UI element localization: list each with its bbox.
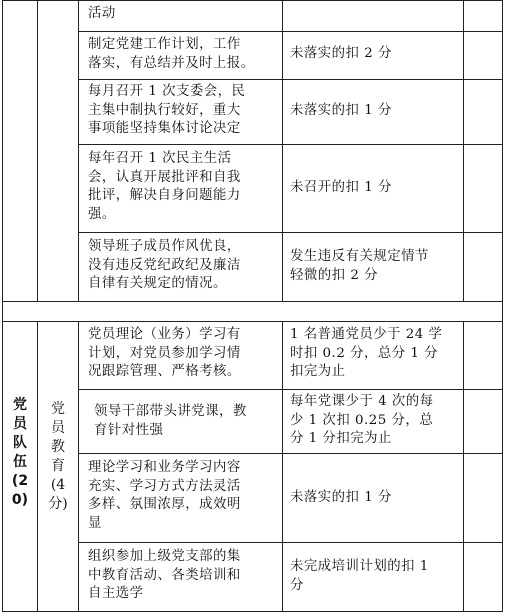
requirement-text: 每年召开 1 次民主生活 xyxy=(88,151,232,166)
deduction-rule-cell xyxy=(284,489,462,508)
column-divider xyxy=(78,0,79,302)
requirement-cell xyxy=(84,150,280,224)
category-char: 队 xyxy=(13,435,27,451)
requirement-text: 中教育活动、各类培训和 xyxy=(88,567,241,583)
requirement-cell xyxy=(84,326,280,382)
subcategory-char: 教 xyxy=(51,439,65,455)
deduction-text: 1 名普通党员少于 24 学 xyxy=(290,327,443,342)
row-divider xyxy=(78,453,503,454)
subcategory-char: 育 xyxy=(51,458,65,474)
requirement-cell xyxy=(84,5,280,24)
requirement-text: 制定党建工作计划，工作 xyxy=(88,37,241,52)
requirement-text: 组织参加上级党支部的集 xyxy=(88,549,241,564)
column-divider xyxy=(282,321,283,612)
subcategory-char: 分) xyxy=(48,496,68,512)
deduction-rule-cell xyxy=(284,45,462,64)
deduction-text: 未完成培训计划的扣 1 xyxy=(290,559,429,574)
deduction-text: 分 1 分扣完为止 xyxy=(290,431,392,446)
category-char: 党 xyxy=(13,397,27,413)
requirement-text: 落实，有总结并及时上报。 xyxy=(88,55,255,71)
requirement-text: 领导干部带头讲党课，教 xyxy=(94,404,247,419)
deduction-rule-cell xyxy=(284,248,462,285)
row-divider xyxy=(78,542,503,543)
requirement-text: 批评，解决自身问题能力 xyxy=(88,188,241,203)
requirement-text: 会，认真开展批评和自我 xyxy=(88,169,241,185)
row-divider xyxy=(78,144,503,145)
deduction-text: 轻微的扣 2 分 xyxy=(290,267,378,283)
category-char: 员 xyxy=(13,416,27,432)
category-cell xyxy=(3,396,37,510)
requirement-text: 强。 xyxy=(88,206,116,222)
requirement-text: 多样、氛围浓厚，成效明 xyxy=(88,497,241,512)
deduction-rule-cell xyxy=(284,102,462,121)
requirement-text: 理论学习和业务学习内容 xyxy=(88,460,241,475)
row-divider xyxy=(78,31,503,32)
deduction-text: 未落实的扣 1 分 xyxy=(290,490,392,505)
subcategory-char: 党 xyxy=(51,401,65,417)
column-divider xyxy=(78,321,79,612)
requirement-text: 主集中制执行较好，重大 xyxy=(88,102,241,118)
row-divider xyxy=(78,389,503,390)
row-divider xyxy=(78,79,503,80)
deduction-text: 每年党课少于 4 次的每 xyxy=(290,394,434,409)
requirement-cell xyxy=(90,403,280,440)
requirement-text: 自律有关规定的情况。 xyxy=(88,276,227,291)
requirement-text: 自主选学 xyxy=(88,586,144,601)
subcategory-cell xyxy=(38,400,78,514)
column-divider xyxy=(463,321,464,612)
deduction-text: 分 xyxy=(290,577,304,593)
requirement-cell xyxy=(84,238,280,294)
requirement-text: 没有违反党纪政纪及廉洁 xyxy=(88,257,241,273)
deduction-text: 少 1 次扣 0.25 分，总 xyxy=(290,412,434,428)
category-char: 伍 xyxy=(13,454,27,470)
deduction-text: 未落实的扣 1 分 xyxy=(290,103,392,118)
deduction-rule-cell xyxy=(284,326,462,382)
requirement-text: 活动 xyxy=(88,6,116,21)
requirement-text: 充实、学习方式方法灵活 xyxy=(88,478,241,494)
deduction-text: 扣完为止 xyxy=(290,364,346,379)
requirement-text: 况跟踪管理、严格考核。 xyxy=(88,364,241,379)
column-divider xyxy=(37,0,38,302)
column-divider xyxy=(282,0,283,302)
requirement-text: 领导班子成员作风优良， xyxy=(88,239,241,254)
category-char: 0) xyxy=(11,492,29,508)
requirement-text: 每月召开 1 次支委会，民 xyxy=(88,84,246,99)
requirement-text: 育针对性强 xyxy=(94,422,164,438)
subcategory-char: (4 xyxy=(50,477,66,493)
requirement-text: 显 xyxy=(88,515,102,531)
deduction-text: 未召开的扣 1 分 xyxy=(290,180,392,195)
requirement-text: 计划，对党员参加学习情 xyxy=(88,345,241,361)
deduction-text: 发生违反有关规定情节 xyxy=(290,249,429,264)
requirement-cell xyxy=(84,459,280,533)
table-border-left xyxy=(2,0,3,612)
deduction-rule-cell xyxy=(284,558,462,595)
deduction-text: 未落实的扣 2 分 xyxy=(290,46,392,61)
deduction-rule-cell xyxy=(284,179,462,198)
requirement-cell xyxy=(84,83,280,139)
requirement-cell xyxy=(84,548,280,604)
requirement-cell xyxy=(84,36,280,73)
category-char: (2 xyxy=(11,473,29,489)
requirement-text: 党员理论（业务）学习有 xyxy=(88,327,241,342)
deduction-rule-cell xyxy=(284,393,462,449)
requirement-text: 事项能坚持集体讨论决定 xyxy=(88,121,241,136)
deduction-text: 时扣 0.2 分，总分 1 分 xyxy=(290,345,439,361)
table-border-right xyxy=(502,0,503,612)
column-divider xyxy=(463,0,464,302)
subcategory-char: 员 xyxy=(51,420,65,436)
row-divider xyxy=(78,232,503,233)
